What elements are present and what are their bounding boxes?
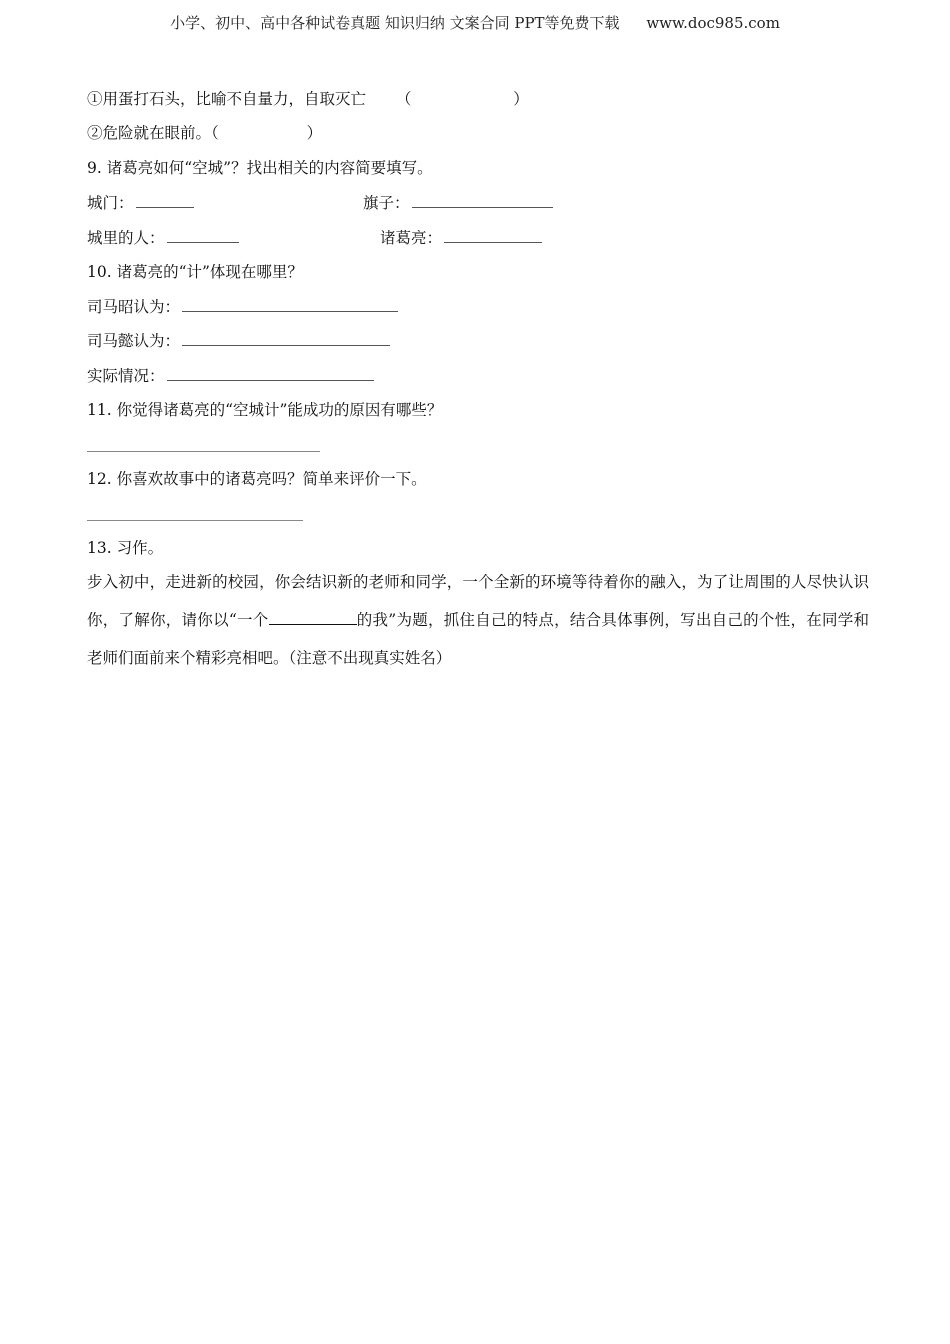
q10-sima-yi-label: 司马懿认为： bbox=[87, 332, 181, 350]
q9-flag-blank[interactable] bbox=[412, 193, 553, 208]
q9-prompt: 9. 诸葛亮如何“空城”？找出相关的内容简要填写。 bbox=[87, 159, 433, 177]
q13-title-blank[interactable] bbox=[269, 608, 357, 625]
q8-item2-text: ②危险就在眼前。（ bbox=[87, 124, 219, 142]
q13-body bbox=[87, 563, 869, 677]
q12-answer-line[interactable] bbox=[87, 520, 303, 521]
q9-people-row bbox=[87, 228, 239, 248]
q13-body-part2: 的我”为题，抓住自己的特点，结合具体事例，写出自己的个性，在同学和老师们面前来个精彩亮相吧。（注意不出现真实姓名） bbox=[87, 611, 869, 667]
q9-zhuge-row bbox=[380, 228, 542, 248]
q10-sima-yi-row bbox=[87, 331, 390, 351]
q8-item1 bbox=[87, 89, 529, 109]
q10-prompt: 10. 诸葛亮的“计”体现在哪里？ bbox=[87, 263, 303, 281]
q10-sima-zhao-row bbox=[87, 297, 398, 317]
q11-answer-line[interactable] bbox=[87, 451, 320, 452]
q9-people-label: 城里的人： bbox=[87, 229, 165, 247]
q9-flag-label: 旗子： bbox=[363, 194, 410, 212]
q9-flag-row bbox=[363, 193, 553, 213]
q8-item1-paren-close: ） bbox=[513, 90, 529, 108]
header-site-url: www.doc985.com bbox=[646, 14, 780, 32]
q10-sima-zhao-blank[interactable] bbox=[182, 297, 398, 312]
header-title: 小学、初中、高中各种试卷真题 知识归纳 文案合同 PPT等免费下载 bbox=[170, 14, 620, 32]
q9-gate-blank[interactable] bbox=[136, 193, 194, 208]
q8-item2 bbox=[87, 123, 322, 143]
q9-gate-label: 城门： bbox=[87, 194, 134, 212]
q9-zhuge-blank[interactable] bbox=[444, 228, 542, 243]
q13-prompt: 13. 习作。 bbox=[87, 539, 164, 557]
q11-prompt: 11. 你觉得诸葛亮的“空城计”能成功的原因有哪些？ bbox=[87, 401, 443, 419]
q12-prompt: 12. 你喜欢故事中的诸葛亮吗？简单来评价一下。 bbox=[87, 470, 427, 488]
q10-sima-zhao-label: 司马昭认为： bbox=[87, 298, 181, 316]
q13-body-part1: 步入初中，走进新的校园，你会结识新的老师和同学，一个全新的环境等待着你的融入，为了让周围的人尽快认识你，了解你，请你以“一个 bbox=[87, 573, 869, 629]
q10-actual-label: 实际情况： bbox=[87, 367, 165, 385]
q10-sima-yi-blank[interactable] bbox=[182, 331, 390, 346]
q10-actual-blank[interactable] bbox=[167, 366, 374, 381]
q8-item2-paren-close: ） bbox=[306, 124, 323, 142]
q8-item1-paren-open: （ bbox=[395, 90, 412, 108]
q9-zhuge-label: 诸葛亮： bbox=[380, 229, 443, 247]
q9-gate-row bbox=[87, 193, 194, 213]
page-header bbox=[0, 12, 950, 33]
q9-people-blank[interactable] bbox=[167, 228, 239, 243]
q10-actual-row bbox=[87, 366, 374, 386]
q8-item1-text: ①用蛋打石头，比喻不自量力，自取灭亡 bbox=[87, 90, 367, 108]
